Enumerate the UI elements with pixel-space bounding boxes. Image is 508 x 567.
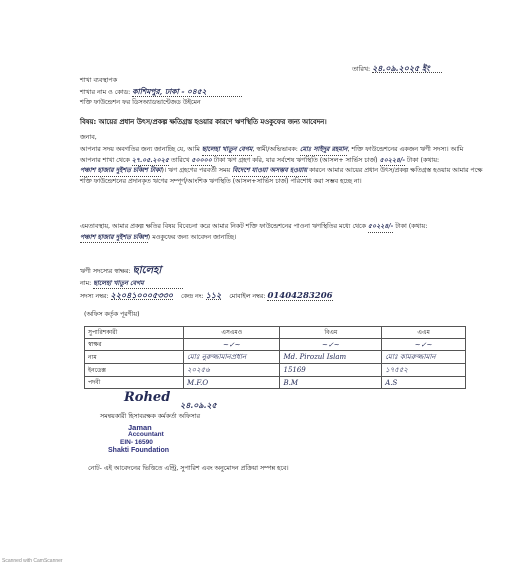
table-row-label: ইনডেক্স	[85, 364, 184, 377]
loan-amount: ৫০০০০	[191, 156, 211, 167]
salutation: জনাব,	[80, 134, 97, 141]
table-cell: M.F.O	[184, 377, 280, 389]
signature-mark: ~✓~	[322, 340, 340, 349]
p1-text-2: , স্বামী/অভিভাবক:	[252, 146, 298, 153]
table-cell: B.M	[280, 377, 382, 389]
table-cell: ২০২৫৬	[184, 364, 280, 377]
member-name-value: ছালেহা খাতুন বেগম	[93, 280, 183, 289]
member-name-label: নাম:	[80, 280, 92, 287]
table-cell: ১৭৫৫২	[382, 364, 466, 377]
table-row-label: স্বাক্ষর	[85, 339, 184, 351]
loan-date: ২৭.০৫.২০২৫	[132, 156, 169, 167]
p2-text-3: ) মওকুফের জন্য আবেদন জানাচ্ছি।	[147, 233, 237, 241]
date-line	[352, 64, 442, 74]
table-header-cell: এসএমও	[184, 327, 280, 339]
p1-text-6: টাকা (কথায়:	[405, 156, 440, 164]
accountant-role-label: সমন্বয়কারী হিসাবরক্ষক কর্মকর্তা অফিসার	[100, 413, 200, 420]
signature-mark: ~✓~	[222, 340, 241, 349]
accountant-sign-date: ২৪.০৯.২৫	[180, 400, 217, 410]
signature-cell	[382, 339, 466, 351]
paragraph-1	[80, 145, 485, 186]
table-cell: Md. Pirozul Islam	[280, 351, 382, 364]
footer-note: নোট- এই আবেদনের ভিত্তিতে এন্ট্রি, সুপারিশ এবং অনুমোদন প্রক্রিয়া সম্পন্ন হবে।	[88, 465, 289, 472]
accountant-stamp-org: Shakti Foundation	[108, 447, 170, 454]
member-id-line	[80, 291, 333, 301]
p2-text-2: টাকা (কথায়:	[393, 223, 428, 230]
branch-line	[80, 88, 242, 97]
accountant-stamp-name: Jaman	[128, 423, 152, 432]
center-value: ১১২	[205, 290, 222, 300]
waiver-amount-in-words: পঞ্চাশ হাজার দুইশত চব্বিশ	[80, 233, 148, 244]
subject-line: বিষয়: আয়ের প্রধান উৎস/প্রকল্প ক্ষতিগ্রস্ত হওয়ার কারণে ঋণস্থিতি মওকুফের জন্য আবেদন।	[80, 118, 327, 126]
center-label: কেন্দ্র নং:	[180, 293, 204, 300]
accountant-stamp-title: Accountant	[128, 431, 164, 438]
table-cell: A.S	[382, 377, 466, 389]
table-cell: মোঃ কামরুজ্জামান	[382, 351, 466, 364]
p1-text-8: কারনে আমার আয়ের প্রধান উৎস/প্রকল্প ক্ষতিগ্রস্ত হওয়ায় আমার পক্ষে শক্তি ফাউন্ডেশনের প্রদানকৃত ঋণের সম্পূর্ণ/আংশিক ঋণস্থিতি (আসল+সার্ভিস চার্জ) পরিশোধ করা সম্ভব হচ্ছে না।	[80, 167, 483, 185]
applicant-name: ছালেহা খাতুন বেগম	[202, 145, 253, 156]
member-name-line	[80, 280, 183, 289]
branch-value: কাশিমপুর, ঢাকা - ০৪৫২	[132, 88, 242, 97]
guardian-name: মোঃ সাইদুর রহমান	[300, 145, 348, 156]
loan-balance: ৫০২২৪/-	[380, 156, 405, 167]
table-row	[85, 351, 466, 364]
date-label: তারিখ:	[352, 66, 371, 73]
signature-cell	[184, 339, 280, 351]
date-value: ২৪.০৯.২০২৫ ইং	[372, 64, 442, 73]
member-signature-label: ঋণী সদস্যের স্বাক্ষর:	[80, 268, 131, 275]
table-cell: 15169	[280, 364, 382, 377]
table-header-cell: বিএম	[280, 327, 382, 339]
mobile-label: মোবাইল নম্বর:	[229, 293, 266, 300]
addressee-title: শাখা ব্যবস্থাপক	[80, 77, 118, 84]
p1-text-7: )। ঋণ গ্রহণের পরবর্তী সময়	[161, 167, 231, 174]
member-id-label: সদস্য নম্বর:	[80, 293, 109, 300]
loss-reason: বিদেশে যাওয়া অসম্ভব হওয়ায়	[232, 166, 307, 177]
camscanner-watermark: Scanned with CamScanner	[2, 558, 63, 564]
waiver-amount: ৫০২২৪/-	[368, 222, 393, 233]
signature-cell	[280, 339, 382, 351]
signature-mark: ~✓~	[414, 340, 433, 349]
table-cell: মোঃ নুরুজ্জামানপ্রধান	[184, 351, 280, 364]
recommendation-table	[84, 326, 466, 389]
organization-name: শক্তি ফাউন্ডেশন ফর ডিসঅ্যাডভান্টেজড উইমেন	[80, 99, 201, 106]
p1-text-1: আপনার সদয় অবগতির জন্য জানাচ্ছি যে, আমি	[80, 146, 200, 153]
p1-text-5: টাকা ঋণ গ্রহণ করি, যার সর্বশেষ ঋণস্থিতি (আসল+ সার্ভিস চার্জ)	[211, 156, 378, 164]
p2-text-1: এমতাবস্থায়, আমার প্রকল্প ক্ষতির বিষয় বিবেচনা করে আমার নিকট শক্তি ফাউন্ডেশনের পাওনা ঋণস্থিতির মধ্যে থেকে	[80, 223, 366, 230]
balance-in-words: পঞ্চাশ হাজার দুইশত চব্বিশ টাকা	[80, 166, 161, 177]
paragraph-2	[80, 222, 485, 243]
table-header-cell: সুপারিশকারী	[85, 327, 184, 339]
office-use-label: (অফিস কর্তৃক পূরণীয়)	[84, 311, 140, 318]
table-row	[85, 339, 466, 351]
member-signature-line	[80, 267, 161, 276]
member-signature: ছালেহা	[132, 265, 162, 276]
table-header-cell: এএম	[382, 327, 466, 339]
table-header-row	[85, 327, 466, 339]
table-row	[85, 377, 466, 389]
p1-text-4: তারিখে	[168, 156, 190, 164]
table-row-label: নাম	[85, 351, 184, 364]
branch-label: শাখার নাম ও কোড:	[80, 89, 131, 96]
accountant-signature: Rohed	[124, 390, 171, 405]
p1-text-3: , শক্তি ফাউন্ডেশনের একজন ঋণী সদস্য। আমি আপনার শাখা থেকে	[80, 146, 464, 164]
table-row	[85, 364, 466, 377]
table-row-label: পদবী	[85, 377, 184, 389]
member-id-value: ২২০৪১০০০৫৩৩০	[110, 290, 173, 300]
accountant-stamp-ein: EIN- 16590	[120, 439, 153, 446]
mobile-value: 01404283206	[267, 291, 333, 301]
